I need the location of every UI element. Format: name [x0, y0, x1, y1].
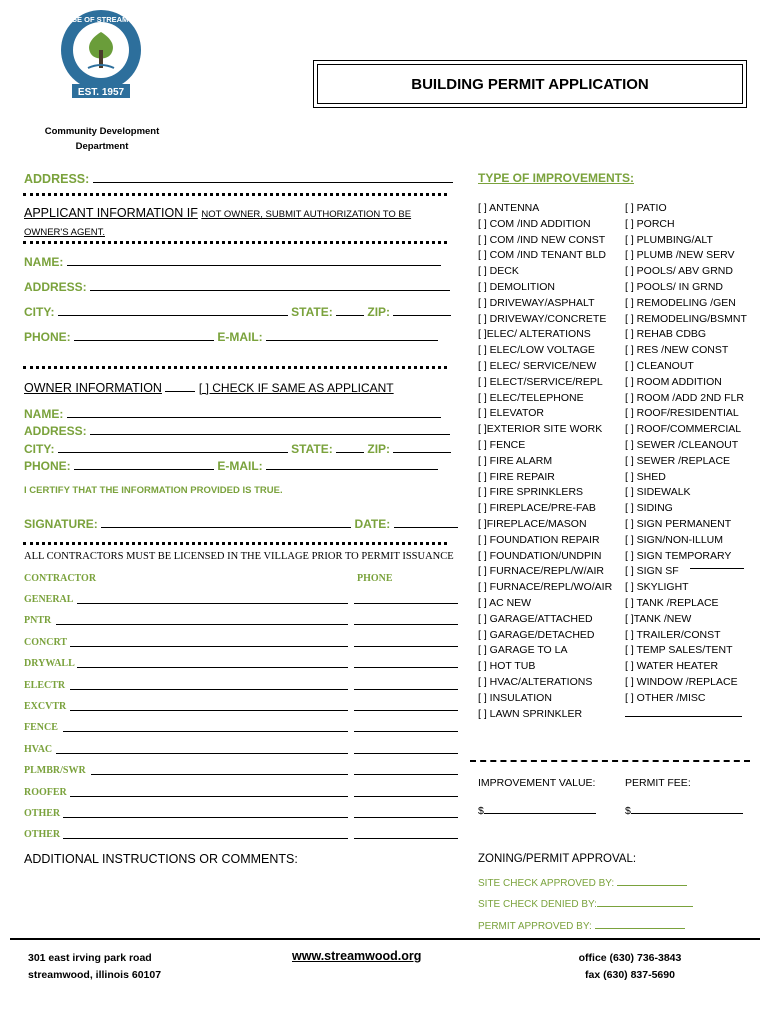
contractor-row: [24, 594, 460, 605]
improvement-checkbox-item[interactable]: [ ] PLUMBING/ALT: [625, 233, 713, 246]
footer-address-line1: 301 east irving park road: [28, 952, 152, 964]
improvement-checkbox-item[interactable]: [ ] WATER HEATER: [625, 660, 719, 673]
improvement-checkbox-item[interactable]: [ ] DECK: [478, 265, 519, 278]
contractor-row: [24, 829, 460, 840]
contractor-phone-field[interactable]: [354, 603, 458, 604]
permit-fee-label: PERMIT FEE:: [625, 777, 691, 789]
sign-sf-line[interactable]: [690, 568, 744, 569]
improvement-checkbox-item[interactable]: [ ] SIDING: [625, 502, 673, 515]
improvement-checkbox-item[interactable]: [ ] FURNACE/REPL/WO/AIR: [478, 581, 613, 594]
improvement-checkbox-item[interactable]: [ ] COM /IND TENANT BLD: [478, 249, 606, 262]
site-denied-row: [478, 894, 693, 915]
footer-rule: [10, 938, 760, 940]
improvement-checkbox-item[interactable]: [ ] PATIO: [625, 202, 667, 214]
owner-name-field[interactable]: [67, 407, 441, 418]
improvement-checkbox-item[interactable]: [ ] DRIVEWAY/ASPHALT: [478, 296, 595, 309]
applicant-heading-small2: OWNER'S AGENT.: [24, 227, 105, 238]
contractor-label: ELECTR: [24, 679, 66, 691]
applicant-email-field[interactable]: [266, 330, 438, 341]
improvement-checkbox-item[interactable]: [ ] ELEC/ SERVICE/NEW: [478, 359, 597, 372]
applicant-phone-row: [24, 330, 438, 344]
contractor-name-field[interactable]: [91, 774, 348, 775]
applicant-city-label: CITY:: [24, 305, 55, 319]
applicant-address-label: ADDRESS:: [24, 280, 87, 294]
contractor-name-field[interactable]: [70, 646, 348, 647]
owner-city-field[interactable]: [58, 442, 288, 453]
contractor-header: CONTRACTOR: [24, 573, 97, 584]
improvement-checkbox-item[interactable]: [ ] SIGN/NON-ILLUM: [625, 533, 724, 546]
improvement-checkbox-item[interactable]: [ ]TANK /NEW: [625, 612, 692, 625]
footer-fax: fax (630) 837-5690: [585, 969, 675, 981]
improvement-checkbox-item[interactable]: [ ] RES /NEW CONST: [625, 344, 729, 357]
owner-email-label: E-MAIL:: [217, 459, 263, 473]
contractor-name-field[interactable]: [70, 796, 348, 797]
contractor-row: [24, 787, 460, 798]
applicant-name-label: NAME:: [24, 255, 64, 269]
certify-text: I CERTIFY THAT THE INFORMATION PROVIDED IS TRUE.: [24, 485, 283, 496]
contractor-label: PNTR: [24, 615, 52, 627]
owner-address-row: [24, 424, 450, 438]
improvement-checkbox-item[interactable]: [ ] FIRE SPRINKLERS: [478, 486, 584, 499]
improvement-checkbox-item[interactable]: [ ] FOUNDATION REPAIR: [478, 533, 600, 546]
improvement-checkbox-item[interactable]: [ ] SIGN TEMPORARY: [625, 549, 732, 562]
contractor-name-field[interactable]: [56, 753, 348, 754]
contractor-label: GENERAL: [24, 594, 74, 605]
zoning-label: ZONING/PERMIT APPROVAL:: [478, 853, 637, 865]
applicant-heading-small: NOT OWNER, SUBMIT AUTHORIZATION TO BE: [201, 209, 412, 220]
improvement-checkbox-item[interactable]: [ ] POOLS/ ABV GRND: [625, 265, 733, 278]
improvement-checkbox-item[interactable]: [ ] ROOF/RESIDENTIAL: [625, 407, 739, 420]
owner-phone-label: PHONE:: [24, 459, 71, 473]
contractor-label: FENCE: [24, 722, 58, 734]
other-misc-line[interactable]: [625, 716, 742, 717]
address-label: ADDRESS:: [24, 172, 90, 186]
improvement-checkbox-item[interactable]: [ ] COM /IND NEW CONST: [478, 233, 606, 246]
page-title: BUILDING PERMIT APPLICATION: [317, 64, 743, 104]
applicant-heading: [24, 205, 411, 241]
owner-heading: OWNER INFORMATION: [24, 381, 162, 395]
improvement-checkbox-item[interactable]: [ ] GARAGE TO LA: [478, 644, 568, 657]
improvement-checkbox-item[interactable]: [ ] PORCH: [625, 217, 675, 230]
improvement-checkbox-item[interactable]: [ ] SIGN PERMANENT: [625, 517, 732, 530]
improvement-checkbox-item[interactable]: [ ] COM /IND ADDITION: [478, 217, 591, 230]
footer-address: [28, 950, 161, 984]
owner-heading-rule: [165, 382, 195, 392]
contractor-label: EXCVTR: [24, 701, 67, 712]
improvement-checkbox-item[interactable]: [ ] REMODELING /GEN: [625, 296, 736, 309]
improvement-checkbox-item[interactable]: [ ] SIDEWALK: [625, 486, 691, 499]
permit-approved-label: PERMIT APPROVED BY:: [478, 921, 592, 932]
improvement-checkbox-item[interactable]: [ ]EXTERIOR SITE WORK: [478, 423, 603, 436]
site-approved-field[interactable]: [617, 875, 687, 886]
contractor-row: [24, 765, 460, 776]
footer-office: office (630) 736-3843: [578, 952, 682, 964]
contractor-phone-field[interactable]: [354, 667, 458, 668]
owner-address-field[interactable]: [90, 424, 450, 435]
improvement-checkbox-item[interactable]: [ ] SIGN SF: [625, 565, 679, 578]
applicant-name-field[interactable]: [67, 255, 441, 266]
contractor-row: [24, 637, 460, 648]
contractor-phone-field[interactable]: [354, 710, 458, 711]
improvement-value-row: [478, 803, 596, 820]
contractor-phone-field[interactable]: [354, 817, 458, 818]
signature-row: [24, 517, 458, 531]
improvement-checkbox-item[interactable]: [ ] TEMP SALES/TENT: [625, 644, 733, 657]
contractor-row: [24, 808, 460, 819]
improvement-checkbox-item[interactable]: [ ] DEMOLITION: [478, 280, 556, 293]
svg-text:EST. 1957: EST. 1957: [77, 87, 125, 98]
owner-name-row: [24, 407, 441, 421]
applicant-heading-main: APPLICANT INFORMATION IF: [24, 206, 198, 220]
permit-approved-row: [478, 916, 685, 937]
improvement-checkbox-item[interactable]: [ ] SEWER /CLEANOUT: [625, 438, 739, 451]
improvements-heading: TYPE OF IMPROVEMENTS:: [478, 171, 635, 185]
applicant-state-label: STATE:: [291, 305, 333, 319]
improvements-col2: [625, 201, 747, 722]
owner-zip-field[interactable]: [393, 442, 451, 453]
dollar-sign: $: [478, 805, 484, 817]
contractor-phone-field[interactable]: [354, 838, 458, 839]
improvement-checkbox-item[interactable]: [ ] REMODELING/BSMNT: [625, 312, 747, 325]
contractor-name-field[interactable]: [56, 624, 348, 625]
contractor-label: ROOFER: [24, 786, 67, 798]
improvement-checkbox-item[interactable]: [ ] ROOM /ADD 2ND FLR: [625, 391, 745, 404]
contractor-label: OTHER: [24, 829, 61, 841]
divider: [23, 193, 447, 196]
owner-phone-field[interactable]: [74, 459, 214, 470]
contractor-name-field[interactable]: [63, 817, 348, 818]
improvement-checkbox-item[interactable]: [ ] FOUNDATION/UNDPIN: [478, 549, 602, 562]
improvement-checkbox-item[interactable]: [ ] ELEC/TELEPHONE: [478, 391, 584, 404]
date-label: DATE:: [354, 517, 391, 531]
village-seal: [49, 2, 153, 110]
improvement-checkbox-item[interactable]: [ ] ROOF/COMMERCIAL: [625, 423, 742, 436]
contractor-label: DRYWALL: [24, 658, 75, 670]
owner-state-field[interactable]: [336, 442, 364, 453]
owner-name-label: NAME:: [24, 407, 64, 421]
improvement-checkbox-item[interactable]: [ ] CLEANOUT: [625, 359, 694, 372]
improvement-checkbox-item[interactable]: [ ] FURNACE/REPL/W/AIR: [478, 565, 605, 578]
improvement-checkbox-item[interactable]: [ ] AC NEW: [478, 596, 532, 609]
contractor-phone-field[interactable]: [354, 624, 458, 625]
additional-instructions-label: ADDITIONAL INSTRUCTIONS OR COMMENTS:: [24, 852, 298, 866]
signature-label: SIGNATURE:: [24, 517, 98, 531]
contractor-name-field[interactable]: [77, 667, 348, 668]
dollar-sign: $: [625, 805, 631, 817]
applicant-phone-label: PHONE:: [24, 330, 71, 344]
contractor-phone-field[interactable]: [354, 753, 458, 754]
improvement-checkbox-item[interactable]: [ ] LAWN SPRINKLER: [478, 707, 583, 720]
contractor-row: [24, 658, 460, 669]
permit-fee-field[interactable]: [631, 803, 743, 814]
owner-city-label: CITY:: [24, 442, 55, 456]
divider: [23, 366, 447, 369]
improvement-checkbox-item[interactable]: [ ] FENCE: [478, 438, 526, 451]
svg-text:VILLAGE OF STREAMWOOD: VILLAGE OF STREAMWOOD: [49, 15, 153, 24]
owner-email-field[interactable]: [266, 459, 438, 470]
date-field[interactable]: [394, 517, 458, 528]
improvement-checkbox-item[interactable]: [ ] SHED: [625, 470, 666, 483]
contractor-name-field[interactable]: [70, 710, 348, 711]
improvement-checkbox-item[interactable]: [ ] FIRE ALARM: [478, 454, 553, 467]
contractor-row: [24, 744, 460, 755]
contractor-label: CONCRT: [24, 636, 67, 648]
improvement-checkbox-item[interactable]: [ ] HOT TUB: [478, 660, 536, 673]
contractor-label: OTHER: [24, 808, 61, 819]
improvement-checkbox-item[interactable]: [ ] FIRE REPAIR: [478, 470, 555, 483]
website-link[interactable]: www.streamwood.org: [292, 949, 422, 963]
applicant-state-field[interactable]: [336, 305, 364, 316]
improvement-checkbox-item[interactable]: [ ] ROOM ADDITION: [625, 375, 722, 388]
department-line1: Community Development: [44, 126, 160, 137]
contractor-row: [24, 722, 460, 733]
contractor-name-field[interactable]: [70, 689, 348, 690]
improvement-checkbox-item[interactable]: [ ] GARAGE/DETACHED: [478, 628, 595, 641]
improvement-checkbox-item[interactable]: [ ] SEWER /REPLACE: [625, 454, 731, 467]
improvement-checkbox-item[interactable]: [ ] POOLS/ IN GRND: [625, 280, 724, 293]
site-denied-label: SITE CHECK DENIED BY:: [478, 899, 597, 910]
address-field[interactable]: [93, 172, 453, 183]
owner-zip-label: ZIP:: [367, 442, 391, 456]
site-approved-row: [478, 873, 687, 894]
signature-field[interactable]: [101, 517, 351, 528]
department-line2: Department: [75, 141, 129, 152]
applicant-city-field[interactable]: [58, 305, 288, 316]
improvement-checkbox-item[interactable]: [ ] TRAILER/CONST: [625, 628, 721, 641]
contractor-row: [24, 615, 460, 626]
divider: [470, 760, 750, 762]
applicant-name-row: [24, 255, 441, 269]
improvement-checkbox-item[interactable]: [ ] OTHER /MISC: [625, 691, 706, 704]
contractor-phone-field[interactable]: [354, 689, 458, 690]
contractor-name-field[interactable]: [63, 838, 348, 839]
improvement-value-field[interactable]: [484, 803, 596, 814]
owner-address-label: ADDRESS:: [24, 424, 87, 438]
improvement-checkbox-item[interactable]: [ ] ELECT/SERVICE/REPL: [478, 375, 603, 388]
applicant-zip-field[interactable]: [393, 305, 451, 316]
improvement-checkbox-item[interactable]: [ ] PLUMB /NEW SERV: [625, 249, 735, 262]
improvement-checkbox-item[interactable]: [ ] TANK /REPLACE: [625, 596, 719, 609]
applicant-email-label: E-MAIL:: [217, 330, 263, 344]
footer-address-line2: streamwood, illinois 60107: [28, 969, 162, 981]
contractor-phone-field[interactable]: [354, 796, 458, 797]
applicant-address-row: [24, 280, 450, 294]
improvement-checkbox-item[interactable]: [ ] HVAC/ALTERATIONS: [478, 675, 593, 688]
improvement-checkbox-item[interactable]: [625, 707, 747, 723]
owner-phone-row: [24, 459, 438, 473]
owner-heading-row: [24, 381, 394, 395]
improvement-checkbox-item[interactable]: [ ] DRIVEWAY/CONCRETE: [478, 312, 607, 325]
owner-state-label: STATE:: [291, 442, 333, 456]
title-box: [313, 60, 747, 108]
permit-approved-field[interactable]: [595, 918, 685, 929]
owner-city-row: [24, 442, 451, 456]
applicant-address-field[interactable]: [90, 280, 450, 291]
improvement-checkbox-item[interactable]: [ ] REHAB CDBG: [625, 328, 707, 341]
improvement-checkbox-item[interactable]: [ ] ELEVATOR: [478, 407, 544, 420]
contractor-name-field[interactable]: [77, 603, 348, 604]
contractor-label: HVAC: [24, 743, 53, 755]
divider: [23, 241, 447, 244]
contractor-name-field[interactable]: [63, 731, 348, 732]
applicant-city-row: [24, 305, 451, 319]
contractor-phone-field[interactable]: [354, 731, 458, 732]
improvement-checkbox-item[interactable]: [ ] ANTENNA: [478, 202, 540, 214]
applicant-zip-label: ZIP:: [367, 305, 391, 319]
contractor-row: [24, 701, 460, 712]
improvement-checkbox-item[interactable]: [ ] INSULATION: [478, 691, 552, 704]
improvement-checkbox-item[interactable]: [ ]ELEC/ ALTERATIONS: [478, 328, 591, 341]
permit-fee-row: [625, 803, 743, 820]
applicant-phone-field[interactable]: [74, 330, 214, 341]
contractor-label: PLMBR/SWR: [24, 765, 86, 777]
improvement-value-label: IMPROVEMENT VALUE:: [478, 777, 596, 789]
site-denied-field[interactable]: [597, 896, 693, 907]
improvement-checkbox-item[interactable]: [ ] ELEC/LOW VOLTAGE: [478, 344, 595, 357]
site-approved-label: SITE CHECK APPROVED BY:: [478, 878, 615, 889]
improvement-checkbox-item[interactable]: [ ] SKYLIGHT: [625, 581, 689, 594]
contractor-phone-field[interactable]: [354, 646, 458, 647]
footer-contact: [560, 950, 700, 984]
contractor-phone-field[interactable]: [354, 774, 458, 775]
phone-header: PHONE: [357, 573, 393, 584]
improvement-checkbox-item[interactable]: [ ] WINDOW /REPLACE: [625, 675, 738, 688]
divider: [23, 542, 447, 545]
contractors-note: ALL CONTRACTORS MUST BE LICENSED IN THE VILLAGE PRIOR TO PERMIT ISSUANCE: [24, 551, 454, 562]
improvement-checkbox-item[interactable]: [ ]FIREPLACE/MASON: [478, 517, 587, 530]
improvements-col1: [478, 201, 612, 722]
improvement-checkbox-item[interactable]: [ ] FIREPLACE/PRE-FAB: [478, 502, 596, 515]
department-label: [40, 124, 164, 154]
contractor-row: [24, 680, 460, 691]
improvement-checkbox-item[interactable]: [ ] GARAGE/ATTACHED: [478, 612, 593, 625]
same-as-applicant-checkbox[interactable]: [ ] CHECK IF SAME AS APPLICANT: [198, 381, 394, 395]
address-row: [24, 172, 453, 186]
